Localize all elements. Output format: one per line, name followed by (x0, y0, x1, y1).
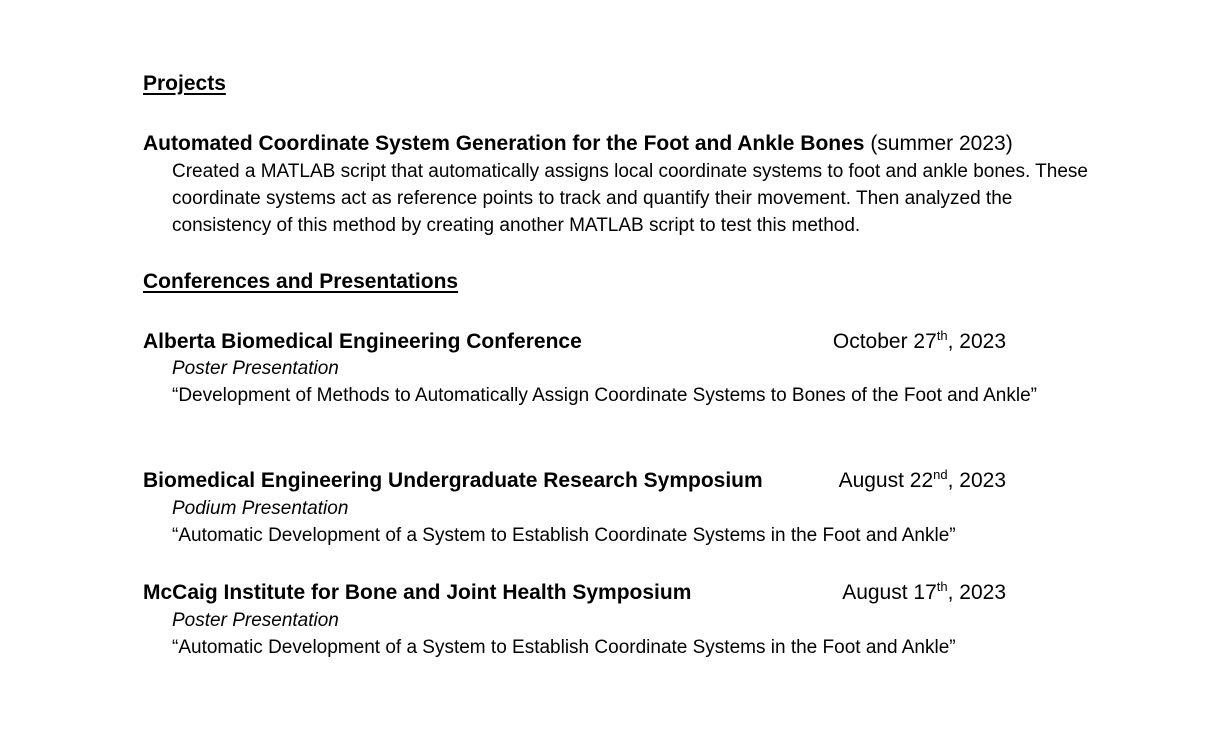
conference-name: Alberta Biomedical Engineering Conference (143, 330, 582, 353)
presentation-title: “Development of Methods to Automatically Assign Coordinate Systems to Bones of the Foot and Ankle” (172, 385, 1037, 406)
conferences-heading: Conferences and Presentations (143, 270, 459, 293)
conference-date-suffix: nd (933, 467, 948, 482)
conference-date (839, 469, 1006, 493)
projects-heading: Projects (143, 72, 226, 95)
presentation-type: Podium Presentation (172, 498, 349, 519)
conference-date-month: August 22 (838, 469, 934, 492)
conference-date-suffix: th (936, 328, 948, 343)
presentation-type: Poster Presentation (172, 610, 339, 631)
conference-name: McCaig Institute for Bone and Joint Health Symposium (143, 581, 692, 604)
presentation-title: “Automatic Development of a System to Establish Coordinate Systems in the Foot and Ankle” (172, 525, 956, 546)
conference-date (833, 330, 1006, 354)
presentation-title: “Automatic Development of a System to Establish Coordinate Systems in the Foot and Ankle” (172, 637, 956, 658)
conference-date-month: October 27 (832, 330, 937, 353)
project-title: Automated Coordinate System Generation for the Foot and Ankle Bones (143, 132, 865, 155)
conference-date-year: , 2023 (947, 581, 1006, 604)
project-period: (summer 2023) (870, 132, 1013, 155)
conference-date-year: , 2023 (947, 330, 1006, 353)
conference-date (842, 581, 1006, 605)
conference-date-year: , 2023 (947, 469, 1006, 492)
conference-date-suffix: th (936, 579, 948, 594)
project-title-line (143, 132, 1013, 156)
conference-name: Biomedical Engineering Undergraduate Research Symposium (143, 469, 763, 492)
project-description: Created a MATLAB script that automatically assigns local coordinate systems to foot and ankle bones. These coordinate systems act as reference points to track and quantify their movement. Then analyzed the consistency of this method by creating another MATLAB script to test this method. (172, 161, 1088, 236)
presentation-type: Poster Presentation (172, 358, 339, 379)
conference-date-month: August 17 (842, 581, 937, 604)
